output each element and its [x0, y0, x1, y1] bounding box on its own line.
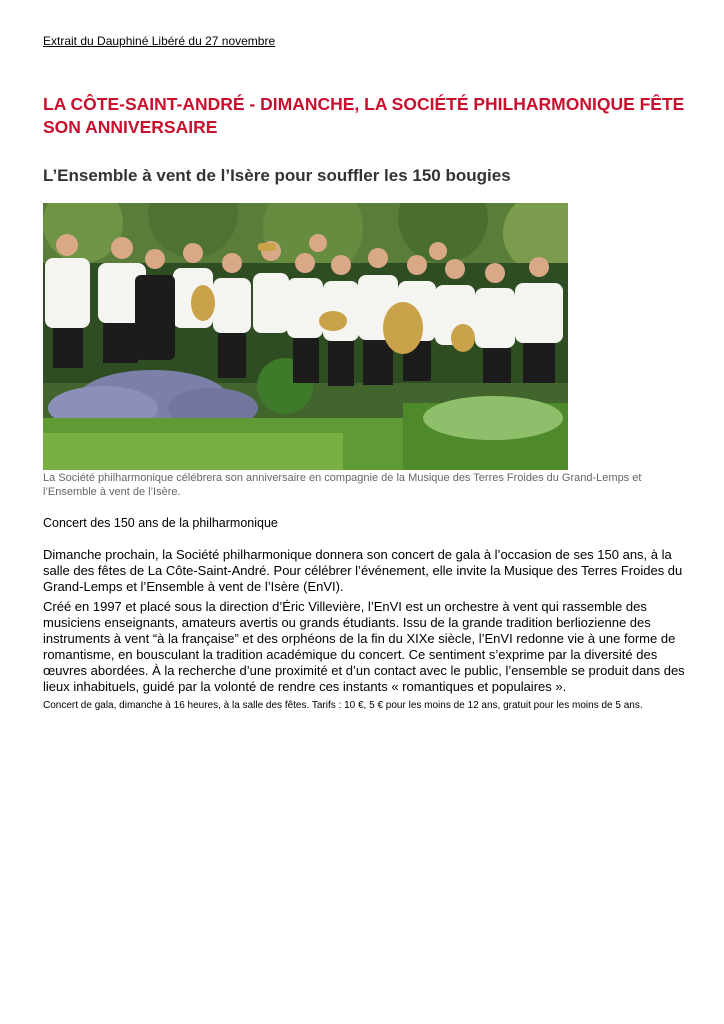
article-body	[43, 547, 699, 716]
headline: LA CÔTE-SAINT-ANDRÉ - DIMANCHE, LA SOCIÉTÉ PHILHARMONIQUE FÊTE SON ANNIVERSAIRE	[43, 94, 685, 137]
photo-caption: La Société philharmonique célébrera son anniversaire en compagnie de la Musique des Terres Froides du Grand-Lemps et l’Ensemble à vent de l’Isère.	[43, 472, 642, 498]
practical-info: Concert de gala, dimanche à 16 heures, à la salle des fêtes. Tarifs : 10 €, 5 € pour les moins de 12 ans, gratuit pour les moins de 5 ans.	[43, 700, 643, 711]
article-paragraph: Créé en 1997 et placé sous la direction d’Éric Villevière, l’EnVI est un orchestre à vent qui rassemble des musiciens enseignants, amateurs avertis ou grands étudiants. Issu de la grande tradition berliozienne des instruments à vent “à la française” et des orphéons de la fin du XIXe siècle, l’EnVI redonne vie à une forme de romantisme, en bousculant la tradition académique du concert. Ce sentiment s’exprime par la diversité des œuvres abordées. À la recherche d’une proximité et d’un contact avec le public, l’ensemble se produit dans des lieux inhabituels, guidé par la volonté de rendre ces instants « romantiques et populaires ».	[43, 599, 685, 694]
subheadline: L’Ensemble à vent de l’Isère pour souffler les 150 bougies	[43, 166, 511, 185]
article-lead: Concert des 150 ans de la philharmonique	[43, 516, 278, 530]
article-paragraph: Dimanche prochain, la Société philharmonique donnera son concert de gala à l’occasion de ses 150 ans, à la salle des fêtes de La Côte-Saint-André. Pour célébrer l’événement, elle invite la Musique des Terres Froides du Grand-Lemps et l’Ensemble à vent de l’Isère (EnVI).	[43, 547, 683, 594]
source-line: Extrait du Dauphiné Libéré du 27 novembre	[43, 34, 276, 48]
group-photo-illustration	[43, 203, 568, 470]
group-photo	[43, 203, 568, 470]
